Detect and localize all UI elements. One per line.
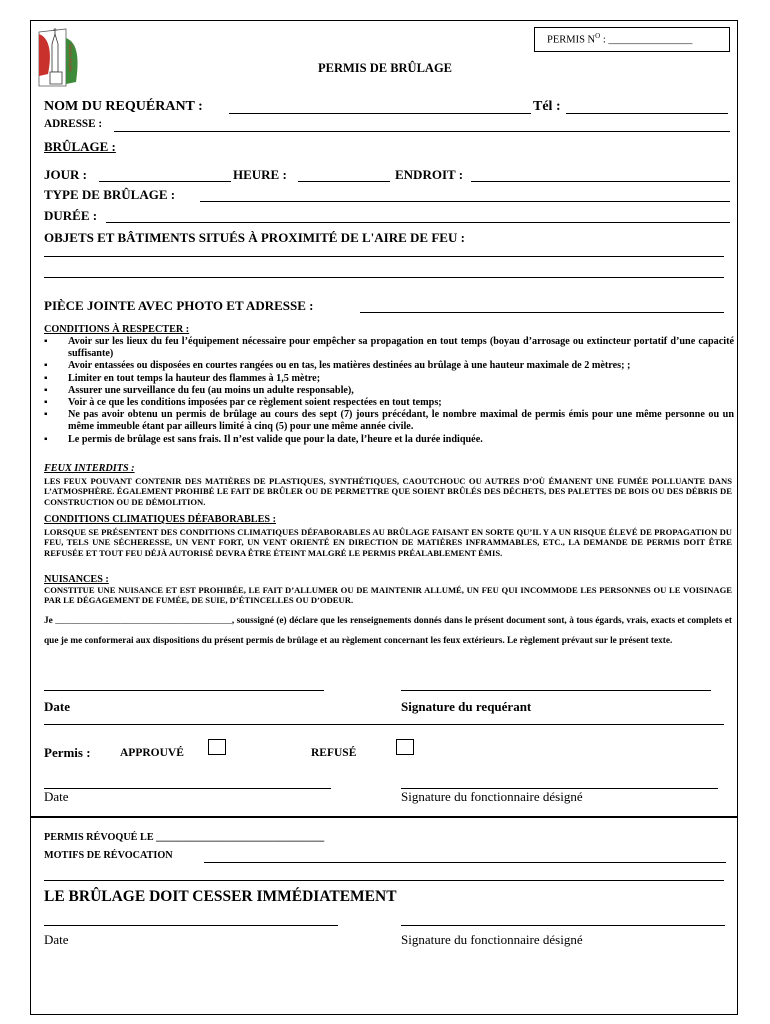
approved-checkbox[interactable] bbox=[208, 739, 226, 755]
revocation-reasons-label: MOTIFS DE RÉVOCATION bbox=[44, 850, 173, 861]
forbidden-heading: FEUX INTERDITS : bbox=[44, 463, 135, 474]
weather-heading: CONDITIONS CLIMATIQUES DÉFABORABLES : bbox=[44, 514, 276, 525]
revocation-reasons-field-2[interactable] bbox=[44, 880, 724, 881]
form-title: PERMIS DE BRÛLAGE bbox=[317, 61, 453, 75]
condition-item: ▪ Le permis de brûlage est sans frais. Il n’est valide que pour la date, l’heure et la durée indiquée. bbox=[44, 434, 734, 446]
approved-label: APPROUVÉ bbox=[120, 747, 184, 759]
day-label: JOUR : bbox=[44, 167, 87, 182]
revocation-date-field[interactable] bbox=[44, 925, 338, 926]
declaration-text: , soussigné (e) déclare que les renseignements donnés dans le présent document sont, à tous égards, vrais, exacts et complets et que je me conformerai aux dispositions du présent permis de brûlage et au règlement concernant les feux extérieurs. Le règlement prévaut sur le présent texte. bbox=[44, 616, 733, 646]
declaration-paragraph bbox=[44, 611, 732, 651]
nuisances-text: CONSTITUE UNE NUISANCE ET EST PROHIBÉE, LE FAIT D’ALLUMER OU DE MAINTENIR ALLUMÉ, UN FEU QUI INCOMMODE LES PERSONNES OU LE VOISINAGE PAR LE DÉGAGEMENT DE FUMÉE, DE SUIE, D’ÉTINCELLES OU D’ODEUR. bbox=[44, 585, 732, 606]
nearby-objects-field-1[interactable] bbox=[44, 256, 724, 257]
official-signature-label: Signature du fonctionnaire désigné bbox=[401, 789, 583, 804]
condition-item: ▪ Avoir sur les lieux du feu l’équipement nécessaire pour empêcher sa propagation en tout temps (boyau d’arrosage ou extincteur portatif d’une capacité suffisante) bbox=[44, 336, 734, 360]
declarant-name-field[interactable]: ______________________________________ bbox=[55, 616, 232, 626]
requester-name-label: NOM DU REQUÉRANT : bbox=[44, 99, 203, 114]
nearby-objects-label: OBJETS ET BÂTIMENTS SITUÉS À PROXIMITÉ DE L'AIRE DE FEU : bbox=[44, 230, 465, 245]
permit-decision-label: Permis : bbox=[44, 745, 91, 760]
revocation-signature-label: Signature du fonctionnaire désigné bbox=[401, 932, 583, 947]
attachment-label: PIÈCE JOINTE AVEC PHOTO ET ADRESSE : bbox=[44, 298, 314, 313]
permit-number-field[interactable]: ________________ bbox=[608, 34, 693, 46]
official-date-field[interactable] bbox=[44, 788, 331, 789]
address-field[interactable] bbox=[114, 131, 730, 132]
declaration-start: Je bbox=[44, 616, 53, 626]
revocation-separator bbox=[30, 816, 738, 818]
hour-field[interactable] bbox=[298, 181, 390, 182]
burning-type-field[interactable] bbox=[200, 201, 730, 202]
burning-type-label: TYPE DE BRÛLAGE : bbox=[44, 187, 176, 202]
condition-item: ▪ Avoir entassées ou disposées en courtes rangées ou en tas, les matières destinées au brûlage à une hauteur maximale de 2 mètres; ; bbox=[44, 360, 734, 372]
condition-item: ▪ Ne pas avoir obtenu un permis de brûlage au cours des sept (7) jours précédant, le nombre maximal de permis émis pour une même personne ou un même immeuble étant par ailleurs limité à cinq (5) pour une même année civile. bbox=[44, 409, 734, 433]
refused-label: REFUSÉ bbox=[311, 747, 357, 759]
permit-number-colon: : bbox=[600, 34, 609, 46]
refused-checkbox[interactable] bbox=[396, 739, 414, 755]
revocation-reasons-field-1[interactable] bbox=[204, 862, 726, 863]
condition-item: ▪ Voir à ce que les conditions imposées par ce règlement soient respectées en tout temps; bbox=[44, 397, 734, 409]
official-date-label: Date bbox=[44, 789, 69, 804]
revocation-signature-field[interactable] bbox=[401, 925, 725, 926]
requester-name-field[interactable] bbox=[229, 113, 531, 114]
revocation-date-label: Date bbox=[44, 932, 69, 947]
duration-label: DURÉE : bbox=[44, 208, 98, 223]
condition-item: ▪ Limiter en tout temps la hauteur des flammes à 1,5 mètre; bbox=[44, 373, 734, 385]
nuisances-heading: NUISANCES : bbox=[44, 574, 109, 585]
revoked-label bbox=[44, 832, 324, 843]
requester-signature-field[interactable] bbox=[401, 690, 711, 691]
revoked-date-label: PERMIS RÉVOQUÉ LE bbox=[44, 832, 154, 843]
municipality-logo bbox=[36, 24, 84, 92]
svg-text:Sainte-Angèle: Sainte-Angèle bbox=[68, 44, 73, 72]
nearby-objects-field-2[interactable] bbox=[44, 277, 724, 278]
stop-burning-notice: LE BRÛLAGE DOIT CESSER IMMÉDIATEMENT bbox=[44, 888, 397, 905]
conditions-heading: CONDITIONS À RESPECTER : bbox=[44, 324, 190, 335]
condition-item: ▪ Assurer une surveillance du feu (au moins un adulte responsable), bbox=[44, 385, 734, 397]
weather-text: LORSQUE SE PRÉSENTENT DES CONDITIONS CLIMATIQUES DÉFABORABLES AU BRÛLAGE FAISANT EN SORTE QU’IL Y A UN RISQUE ÉLEVÉ DE PROPAGATION DU FEU, TELS UNE SÉCHERESSE, UN VENT FORT, UN VENT ORIENTÉ EN DIRECTION DE MATIÈRES INFRAMMABLES, ETC., LA DEMANDE DE PERMIS DOIT ÊTRE REFUSÉE ET TOUT FEU DÉJÀ AUTORISÉ DEVRA ÊTRE ÉTEINT MALGRÉ LE PERMIS PRÉALABLEMENT ÉMIS. bbox=[44, 527, 732, 558]
tel-label: Tél : bbox=[533, 99, 561, 114]
revoked-date-field[interactable]: _________________________________ bbox=[156, 832, 325, 843]
hour-label: HEURE : bbox=[233, 167, 287, 182]
requester-date-field[interactable] bbox=[44, 690, 324, 691]
burning-section-heading: BRÛLAGE : bbox=[44, 139, 116, 154]
duration-field[interactable] bbox=[106, 222, 730, 223]
address-label: ADRESSE : bbox=[44, 118, 103, 130]
tel-field[interactable] bbox=[566, 113, 728, 114]
permit-number-box[interactable] bbox=[534, 27, 730, 52]
forbidden-text: LES FEUX POUVANT CONTENIR DES MATIÈRES DE PLASTIQUES, SYNTHÉTIQUES, CAOUTCHOUC OU AUTRES D’OÙ ÉMANENT UNE FUMÉE POLLUANTE DANS L’ATMOSPHÈRE. ÉGALEMENT PROHIBÉ LE FAIT DE BRÛLER OU DE PERMETTRE QUE SOIENT BRÛLÉS DES DÉCHETS, DES PALETTES DE BOIS OU DES DÉBRIS DE CONSTRUCTION OU DE DÉMOLITION. bbox=[44, 476, 732, 507]
permit-number-sup: O bbox=[595, 32, 601, 40]
place-field[interactable] bbox=[471, 181, 730, 182]
requester-signature-label: Signature du requérant bbox=[401, 699, 532, 714]
requester-date-label: Date bbox=[44, 699, 70, 714]
conditions-list bbox=[44, 336, 734, 446]
separator-line bbox=[44, 724, 724, 725]
permit-number-label: PERMIS N bbox=[547, 34, 596, 46]
attachment-field[interactable] bbox=[360, 312, 724, 313]
day-field[interactable] bbox=[99, 181, 231, 182]
place-label: ENDROIT : bbox=[395, 167, 464, 182]
